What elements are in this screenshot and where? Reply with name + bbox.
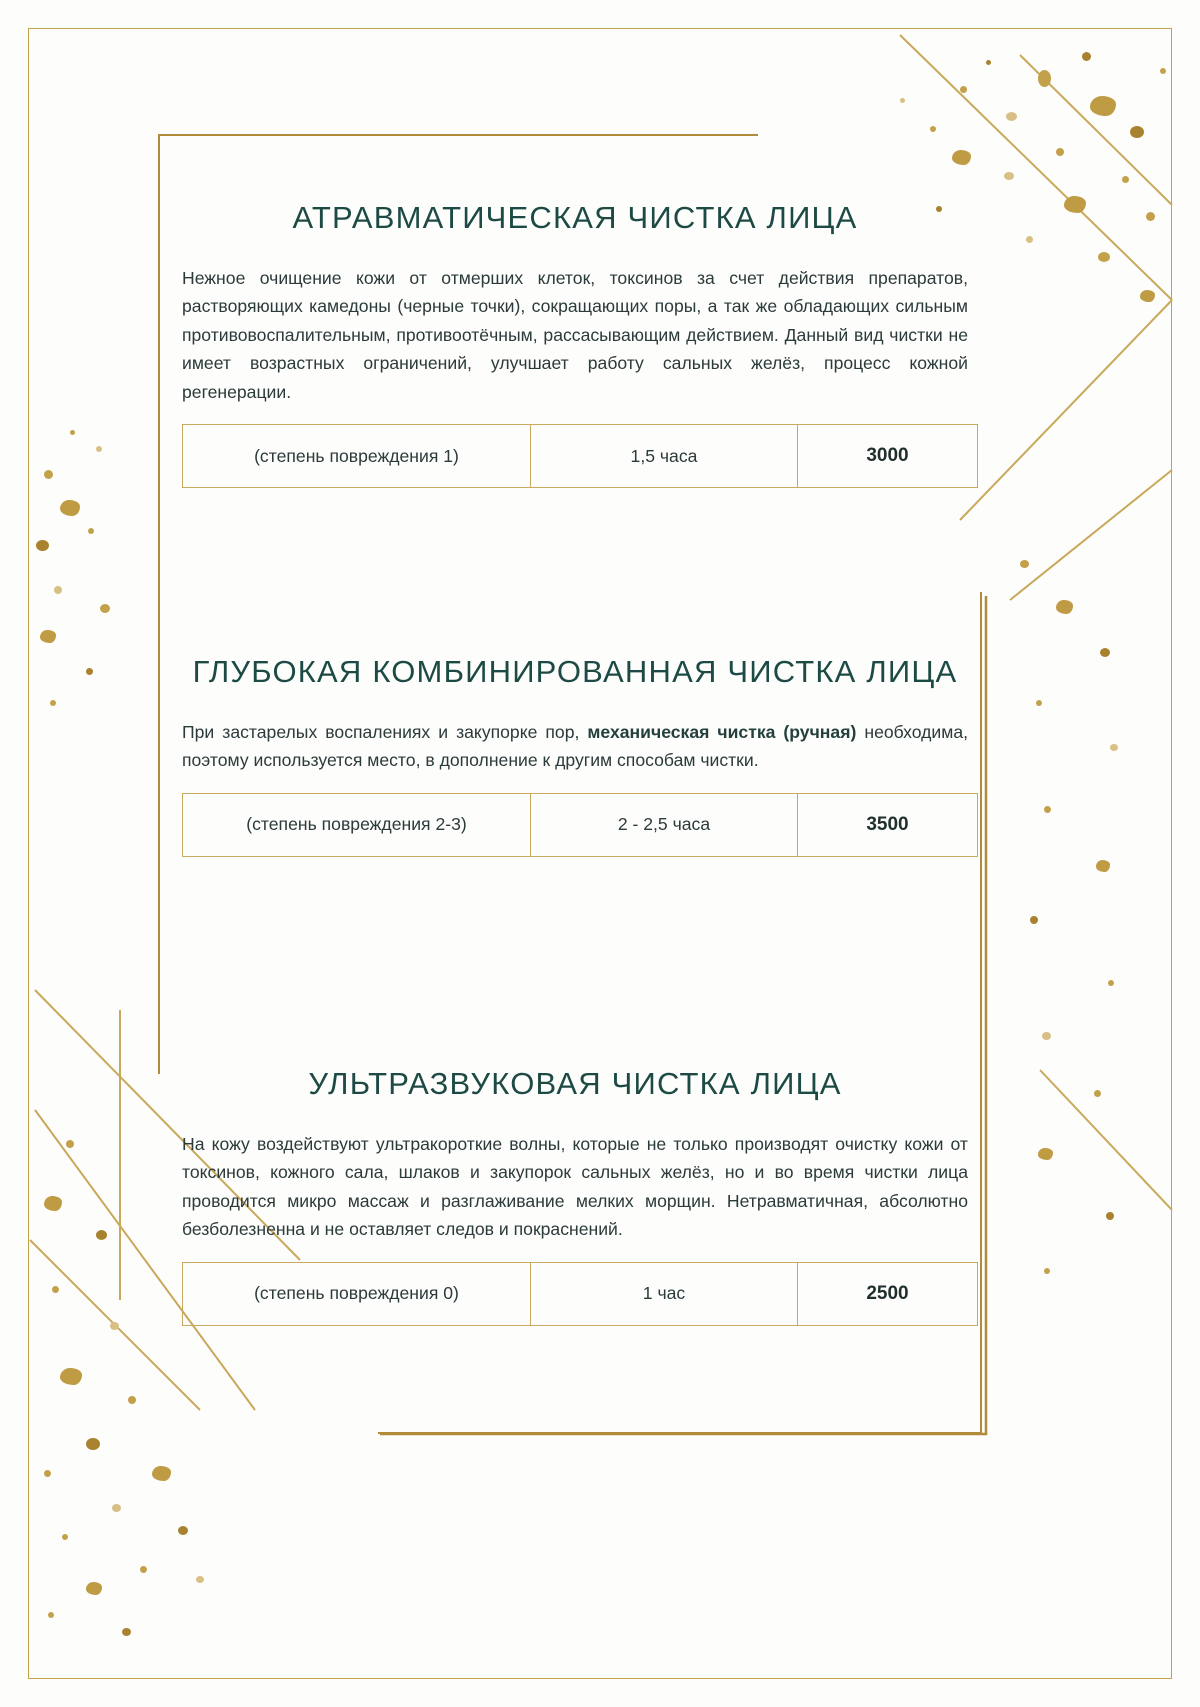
duration-cell: 1 час xyxy=(531,1262,798,1325)
service-section-deep-combined xyxy=(182,652,968,857)
section-description: При застарелых воспалениях и закупорке пор, механическая чистка (ручная) необходима, поэтому используется место, в дополнение к другим способам чистки. xyxy=(182,721,969,771)
section-description: Нежное очищение кожи от отмерших клеток, токсинов за счет действия препаратов, растворяющих камедоны (черные точки), сокращающих поры, а так же обладающих сильным противовоспалительным, противоотёчным, рассасывающим действием. Данный вид чистки не имеет возрастных ограничений, улучшает работу сальных желёз, процесс кожной регенерации. xyxy=(182,267,968,402)
price-table xyxy=(182,1262,978,1326)
duration-cell: 1,5 часа xyxy=(531,425,798,488)
service-section-ultrasonic xyxy=(182,1064,968,1326)
section-title: АТРАВМАТИЧЕСКАЯ ЧИСТКА ЛИЦА xyxy=(292,200,858,235)
table-row xyxy=(183,1262,978,1325)
section-title: ГЛУБОКАЯ КОМБИНИРОВАННАЯ ЧИСТКА ЛИЦА xyxy=(192,654,958,689)
table-row xyxy=(183,425,978,488)
damage-grade-cell: (степень повреждения 1) xyxy=(183,425,531,488)
damage-grade-cell: (степень повреждения 2-3) xyxy=(183,793,531,856)
service-section-atraumatic xyxy=(182,198,968,488)
damage-grade-cell: (степень повреждения 0) xyxy=(183,1262,531,1325)
price-cell: 3500 xyxy=(798,793,978,856)
price-table xyxy=(182,424,978,488)
price-table xyxy=(182,793,978,857)
section-title: УЛЬТРАЗВУКОВАЯ ЧИСТКА ЛИЦА xyxy=(308,1066,842,1101)
price-cell: 3000 xyxy=(798,425,978,488)
duration-cell: 2 - 2,5 часа xyxy=(531,793,798,856)
table-row xyxy=(183,793,978,856)
section-description: На кожу воздействуют ультракороткие волны, которые не только производят очистку кожи от токсинов, кожного сала, шлаков и закупорок сальных желёз, но и во время чистки лица проводится микро массаж и разглаживание мелких морщин. Нетравматичная, абсолютно безболезненна и не оставляет следов и покраснений. xyxy=(182,1133,968,1240)
price-cell: 2500 xyxy=(798,1262,978,1325)
